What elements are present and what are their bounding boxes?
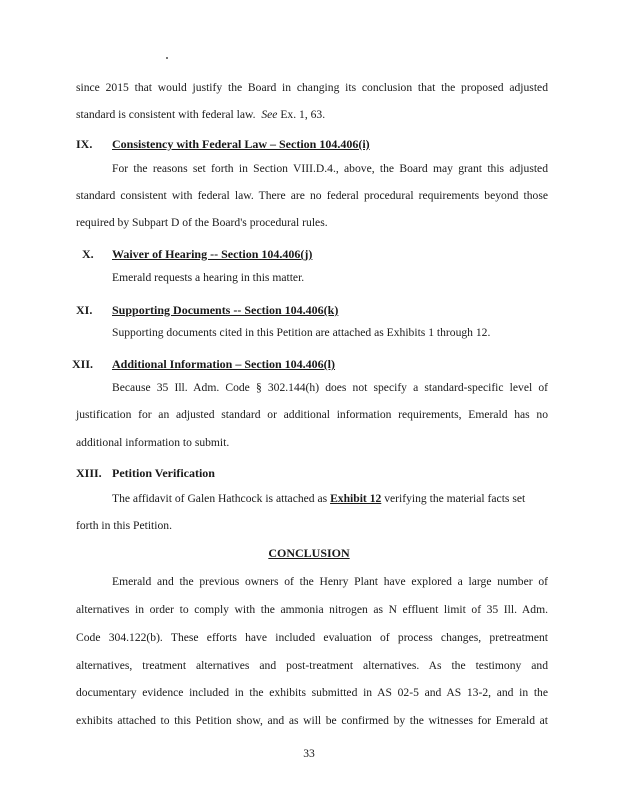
exhibit-reference: Exhibit 12 <box>330 492 382 505</box>
body-line: documentary evidence included in the exhibits submitted in AS 02-5 and AS 13-2, and in the <box>76 686 548 699</box>
body-line: Emerald requests a hearing in this matter. <box>112 271 305 284</box>
body-line: alternatives in order to comply with the ammonia nitrogen as N effluent limit of 35 Ill. Adm. <box>76 603 548 616</box>
body-line: exhibits attached to this Petition show, and as will be confirmed by the witnesses for Emerald at <box>76 714 548 727</box>
section-heading: Supporting Documents -- Section 104.406(k) <box>112 303 339 317</box>
body-line: justification for an adjusted standard or additional information requirements, Emerald has no <box>76 408 548 421</box>
section-number: IX. <box>76 137 93 151</box>
body-line: forth in this Petition. <box>76 519 172 532</box>
section-heading: Additional Information – Section 104.406(l) <box>112 357 336 371</box>
section-number: XII. <box>72 357 94 371</box>
body-line: standard consistent with federal law. There are no federal procedural requirements beyond those <box>76 189 548 202</box>
body-line: required by Subpart D of the Board's procedural rules. <box>76 216 328 229</box>
section-number: XIII. <box>76 466 102 480</box>
conclusion-heading: CONCLUSION <box>268 546 350 560</box>
section-heading: Petition Verification <box>112 466 215 480</box>
body-line: For the reasons set forth in Section VIII.D.4., above, the Board may grant this adjusted <box>112 162 548 175</box>
section-heading: Waiver of Hearing -- Section 104.406(j) <box>112 247 313 261</box>
section-number: X. <box>82 247 94 261</box>
section-heading: Consistency with Federal Law – Section 104.406(i) <box>112 137 370 151</box>
page-number: 33 <box>303 747 315 760</box>
scan-speck <box>166 57 168 59</box>
body-line: Code 304.122(b). These efforts have included evaluation of process changes, pretreatment <box>76 631 548 644</box>
section-number: XI. <box>76 303 93 317</box>
body-line: additional information to submit. <box>76 436 230 449</box>
body-line: since 2015 that would justify the Board in changing its conclusion that the proposed adjusted <box>76 81 548 94</box>
body-line: The affidavit of Galen Hathcock is attached as Exhibit 12 verifying the material facts set <box>112 492 526 505</box>
body-line: Emerald and the previous owners of the Henry Plant have explored a large number of <box>112 575 548 588</box>
body-line: standard is consistent with federal law. See Ex. 1, 63. <box>76 108 326 121</box>
body-line: Supporting documents cited in this Petition are attached as Exhibits 1 through 12. <box>112 326 491 339</box>
body-line: Because 35 Ill. Adm. Code § 302.144(h) does not specify a standard-specific level of <box>112 381 548 394</box>
body-line: alternatives, treatment alternatives and post-treatment alternatives. As the testimony and <box>76 659 548 672</box>
